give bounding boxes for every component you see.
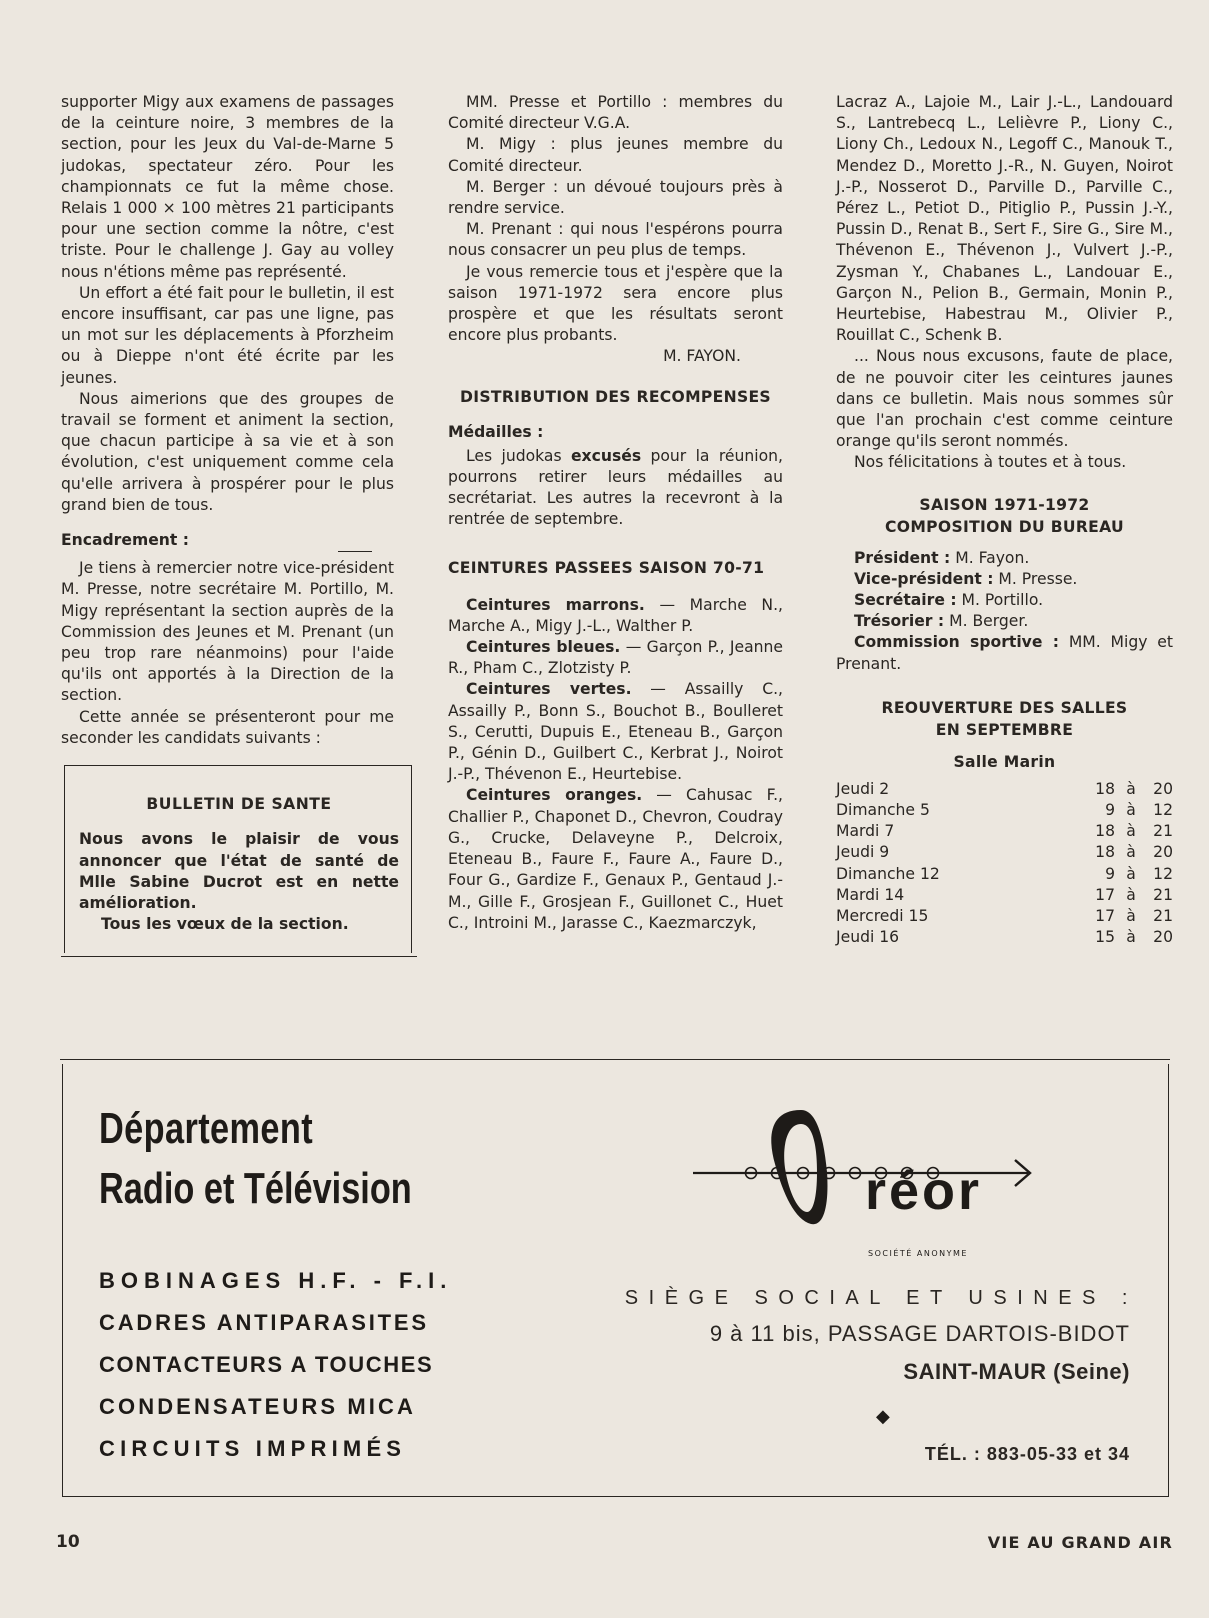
belt-list	[448, 595, 783, 637]
heading-line: COMPOSITION DU BUREAU	[885, 517, 1124, 536]
schedule-row	[836, 885, 1173, 906]
diamond-icon: ◆	[876, 1406, 890, 1427]
schedule-a: à	[1126, 864, 1136, 883]
bureau-tresorier	[836, 611, 1173, 632]
divider	[338, 551, 372, 552]
schedule-a: à	[1126, 801, 1136, 820]
schedule-to: 20	[1153, 928, 1173, 947]
schedule-from: 17	[1095, 885, 1115, 904]
schedule-to: 20	[1153, 779, 1173, 798]
ad-product: CONDENSATEURS MICA	[99, 1394, 416, 1419]
text: pour la réunion, pourrons retirer leurs médailles au secrétariat. Les autres la recevront à la rentrée de septembre.	[448, 446, 783, 529]
schedule-a: à	[1126, 779, 1136, 798]
schedule-day: Dimanche 12	[836, 864, 940, 883]
section-heading: Encadrement :	[61, 531, 189, 550]
schedule-a: à	[1126, 928, 1136, 947]
paragraph: ... Nous nous excusons, faute de place, de ne pouvoir citer les ceintures jaunes dans ce bulletin. Mais nous sommes sûr que l'an prochain c'est comme ceinture orange qu'ils seront nommés.	[836, 347, 1173, 451]
ad-telephone: TÉL. : 883-05-33 et 34	[924, 1444, 1130, 1464]
schedule-to: 21	[1153, 907, 1173, 926]
signature: M. FAYON.	[663, 347, 741, 366]
region: (Seine)	[1053, 1359, 1130, 1384]
schedule-from: 9	[1105, 864, 1115, 883]
subheading: Médailles :	[448, 422, 544, 441]
belt-names: — Cahusac F., Challier P., Chaponet D., Chevron, Coudray G., Crucke, Delaveyne P., Delcroix, Eteneau B., Faure F., Faure A., Faure D., Four G., Gardize F., Genaux P., Gentaud J.-M., Gille F., Grosjean F., Guillonet C., Huet C., Introini M., Jarasse C., Kaezmarczyk,	[448, 786, 783, 932]
schedule-day: Mardi 14	[836, 885, 905, 904]
schedule-from: 18	[1095, 822, 1115, 841]
ad-street: 9 à 11 bis, PASSAGE DARTOIS-BIDOT	[709, 1321, 1130, 1346]
belt-names: — Garçon P., Jeanne R., Pham C., Zlotzisty P.	[448, 638, 784, 678]
label: Vice-président :	[854, 569, 994, 588]
value: M. Berger.	[944, 612, 1029, 631]
heading-line: EN SEPTEMBRE	[935, 720, 1074, 739]
schedule-to: 21	[1153, 885, 1173, 904]
publication-title: VIE AU GRAND AIR	[987, 1533, 1173, 1552]
page-number: 10	[56, 1532, 80, 1552]
schedule-to: 21	[1153, 822, 1173, 841]
schedule-row	[836, 906, 1173, 927]
schedule-to: 12	[1153, 801, 1173, 820]
value: M. Portillo.	[956, 591, 1044, 610]
advertisement	[62, 1064, 1169, 1497]
paragraph: M. Migy : plus jeunes membre du Comité directeur.	[448, 135, 783, 175]
schedule-from: 17	[1095, 907, 1115, 926]
ad-title-line-1: Département	[99, 1104, 314, 1153]
paragraph: Je vous remercie tous et j'espère que la saison 1971-1972 sera encore plus prospère et que les résultats seront encore plus probants.	[448, 262, 783, 345]
belt-label: Ceintures oranges.	[466, 786, 643, 805]
schedule-to: 12	[1153, 864, 1173, 883]
schedule-day: Jeudi 2	[836, 779, 890, 798]
schedule-from: 18	[1095, 843, 1115, 862]
paragraph: Un effort a été fait pour le bulletin, il est encore insuffisant, car pas une ligne, pas un mot sur les déplacements à Pforzheim ou à Dieppe n'ont été écrite par les jeunes.	[61, 283, 394, 387]
heading-line: SAISON 1971-1972	[919, 495, 1090, 514]
ad-product-list	[99, 1260, 452, 1470]
belt-list	[448, 785, 783, 933]
belt-label: Ceintures marrons.	[466, 595, 645, 614]
subheading: Salle Marin	[953, 752, 1056, 771]
belt-names: — Marche N., Marche A., Migy J.-L., Walther P.	[448, 595, 784, 635]
label: Président :	[854, 548, 951, 567]
value: M. Fayon.	[950, 548, 1030, 567]
bulletin-title: BULLETIN DE SANTE	[146, 795, 332, 814]
schedule-to: 20	[1153, 843, 1173, 862]
schedule-row	[836, 779, 1173, 800]
schedule-row	[836, 864, 1173, 885]
belt-names: — Assailly C., Assailly P., Bonn S., Bouchot B., Boulleret S., Cerutti, Dupuis E., Eteneau B., Garçon P., Génin D., Guilbert C., Kerbrat J., Noirot J.-P., Thévenon E., Heurtebise.	[448, 680, 783, 784]
schedule-a: à	[1126, 843, 1136, 862]
ad-product: CIRCUITS IMPRIMÉS	[99, 1436, 407, 1461]
paragraph: supporter Migy aux examens de passages de la ceinture noire, 3 membres de la section, pour les Jeux du Val-de-Marne 5 judokas, spectateur zéro. Pour les championnats ce fut la même chose. Relais 1 000 × 100 mètres 21 participants pour une section comme la nôtre, c'est triste. Pour le challenge J. Gay au volley nous n'étions même pas représenté.	[61, 93, 394, 281]
value: MM. Migy et Prenant.	[836, 633, 1173, 673]
schedule-a: à	[1126, 822, 1136, 841]
bulletin-box	[64, 765, 412, 953]
schedule-day: Jeudi 9	[836, 843, 890, 862]
heading-line: REOUVERTURE DES SALLES	[881, 698, 1128, 717]
belt-list	[448, 637, 783, 679]
schedule-a: à	[1126, 885, 1136, 904]
ad-address	[624, 1280, 1138, 1392]
paragraph: Nos félicitations à toutes et à tous.	[854, 453, 1127, 472]
section-heading: DISTRIBUTION DES RECOMPENSES	[460, 387, 771, 406]
label: Trésorier :	[854, 612, 945, 631]
schedule-from: 15	[1095, 928, 1115, 947]
logo-subtitle: SOCIÉTÉ ANONYME	[868, 1249, 968, 1258]
schedule-day: Jeudi 16	[836, 928, 900, 947]
column-3	[836, 92, 1173, 949]
paragraph: M. Prenant : qui nous l'espérons pourra nous consacrer un peu plus de temps.	[448, 220, 783, 260]
bulletin-closing: Tous les vœux de la section.	[101, 915, 349, 934]
section-heading: CEINTURES PASSEES SAISON 70-71	[448, 558, 765, 577]
schedule-day: Mardi 7	[836, 822, 895, 841]
text-bold: excusés	[570, 446, 642, 465]
schedule-a: à	[1126, 907, 1136, 926]
bureau-secretaire	[836, 590, 1173, 611]
paragraph: Cette année se présenteront pour me seconder les candidats suivants :	[61, 707, 394, 747]
schedule-row	[836, 927, 1173, 948]
schedule-table	[836, 779, 1173, 949]
ad-product: CONTACTEURS A TOUCHES	[99, 1352, 434, 1377]
ad-title-line-2: Radio et Télévision	[99, 1164, 412, 1213]
bureau-president	[836, 548, 1173, 569]
ad-product: BOBINAGES H.F. - F.I.	[99, 1268, 453, 1293]
bureau-vice-president	[836, 569, 1173, 590]
ad-top-rule	[60, 1059, 1170, 1060]
paragraph: Je tiens à remercier notre vice-président M. Presse, notre secrétaire M. Portillo, M. Migy représentant la section auprès de la Commission des Jeunes et M. Prenant (un peu trop rare néanmoins) pour l'aide qu'ils ont apportés à la Direction de la section.	[61, 559, 394, 705]
section-heading	[836, 494, 1173, 538]
bureau-commission	[836, 632, 1173, 674]
column-1	[61, 92, 399, 953]
text: Les judokas	[466, 446, 571, 465]
value: M. Presse.	[993, 569, 1078, 588]
section-heading	[836, 697, 1173, 741]
city: SAINT-MAUR	[903, 1359, 1047, 1384]
paragraph: M. Berger : un dévoué toujours près à rendre service.	[448, 177, 783, 218]
schedule-from: 18	[1095, 779, 1115, 798]
label: Secrétaire :	[854, 591, 957, 610]
paragraph: Lacraz A., Lajoie M., Lair J.-L., Landouard S., Lantrebecq L., Lelièvre P., Liony C., Liony Ch., Ledoux N., Legoff C., Manouk T., Mendez D., Moretto J.-R., N. Guyen, Noirot J.-P., Nosserot D., Parville D., Parville C., Pérez L., Petiot D., Pitiglio P., Pussin J.-Y., Pussin D., Renat B., Sert F., Sire G., Sire M., Thévenon E., Thévenon J., Vulvert J.-P., Zysman Y., Chabanes L., Landouar E., Garçon N., Pelion B., Germain, Monin P., Heurtebise, Habestrau M., Olivier P., Rouillat C., Schenk B.	[836, 93, 1173, 345]
label: Commission sportive :	[854, 633, 1059, 652]
belt-list	[448, 679, 783, 785]
belt-label: Ceintures vertes.	[466, 680, 632, 699]
schedule-row	[836, 800, 1173, 821]
belt-label: Ceintures bleues.	[466, 638, 621, 657]
ad-city	[625, 1352, 1130, 1392]
schedule-day: Mercredi 15	[836, 907, 929, 926]
paragraph: MM. Presse et Portillo : membres du Comité directeur V.G.A.	[448, 93, 783, 133]
schedule-row	[836, 821, 1173, 842]
schedule-day: Dimanche 5	[836, 801, 930, 820]
paragraph: Nous aimerions que des groupes de travail se forment et animent la section, que chacun participe à sa vie et à son évolution, c'est uniquement comme cela qu'elle arrivera à prospérer pour le plus grand bien de tous.	[61, 389, 394, 514]
logo-text: réor	[865, 1161, 983, 1221]
bulletin-body: Nous avons le plaisir de vous annoncer que l'état de santé de Mlle Sabine Ducrot est en nette amélioration.	[79, 830, 399, 912]
schedule-row	[836, 842, 1173, 863]
schedule-from: 9	[1105, 801, 1115, 820]
ad-product: CADRES ANTIPARASITES	[99, 1310, 429, 1335]
paragraph	[448, 446, 783, 531]
ad-siege: SIÈGE SOCIAL ET USINES :	[624, 1287, 1138, 1309]
column-2	[448, 92, 783, 934]
